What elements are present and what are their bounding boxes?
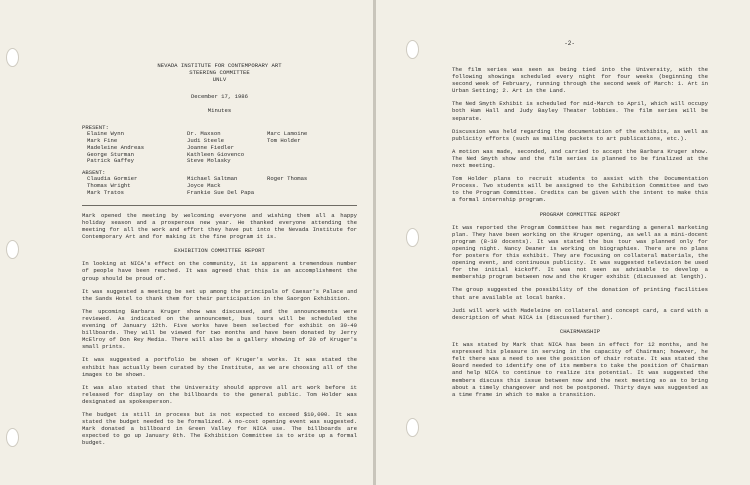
- exhibition-heading: EXHIBITION COMMITTEE REPORT: [174, 247, 265, 255]
- page-2: [376, 0, 750, 485]
- present-label: PRESENT:: [82, 124, 109, 132]
- university-name: UNLV: [212, 76, 227, 84]
- binder-hole: [6, 240, 19, 259]
- attendee-name: Marc Lamoine: [267, 130, 308, 138]
- letterhead: [82, 62, 357, 84]
- page-number: -2-: [564, 40, 575, 47]
- attendee-name: Roger Thomas: [267, 175, 308, 183]
- report-paragraph: The Ned Smyth Exhibit is scheduled for mid-March to April, which will occupy both Ham Hall and Judy Bayley Theater lobbies. The film series will be separate.: [452, 100, 708, 122]
- report-paragraph: A motion was made, seconded, and carried to accept the Barbara Kruger show. The Ned Smyth show and the film series is planned to be finalized at the next meeting.: [452, 147, 708, 170]
- attendee-name: Kathleen Giovenco: [187, 150, 245, 158]
- attendee-name: [267, 190, 337, 197]
- binder-hole: [406, 40, 419, 59]
- absent-label: ABSENT:: [82, 169, 106, 177]
- attendee-name: Dr. Maxson: [187, 130, 221, 138]
- report-paragraph: The film series was seen as being tied into the University, with the following showings scheduled every night for four weeks (beginning the second week of February, running through the second week of March: 1. Art in Urban Setting; 2. Art in the Land.: [452, 66, 708, 95]
- exhibition-paragraph: It was also stated that the University should approve all art work before it released for display on the billboards to the general public. Tom Holder was designated as spokesperson.: [82, 383, 357, 405]
- page-1: [0, 0, 373, 485]
- binder-hole: [406, 418, 419, 437]
- org-name: NEVADA INSTITUTE FOR CONTEMPORARY ART: [157, 62, 282, 69]
- attendee-name: [267, 158, 337, 165]
- attendee-name: Joanne Fiedler: [187, 143, 234, 151]
- program-paragraph: It was reported the Program Committee has met regarding a general marketing plan. They have been working on the Kruger opening, as well as a mini-docent program (8-10 docents). It was stated the bus tour was planned only for opening night. Nancy Deaner is working on biographies. There are no plans for posters for this exhibit. They are focusing on collateral materials, the opening event, and continuous publicity. It was suggested television be used for the initial kickoff. It was not seen as advisable to develop a membership program between now and the Kruger exhibit (discussed at length).: [452, 223, 708, 281]
- exhibition-paragraph: The upcoming Barbara Kruger show was discussed, and the announcements were reviewed. As indicated on the announcemet, bus tours will be scheduled the evening of January 12th. Five works have been selected for exhibit on 30-40 billboards. They will be viewed for two months and have been donated by Jerry McElroy of Don Rey Media. There will also be a gallery showing of 20 of Kruger's small prints.: [82, 307, 357, 351]
- attendee-name: [267, 145, 337, 152]
- attendee-name: Mark Fine: [87, 137, 118, 145]
- opening-paragraph: Mark opened the meeting by welcoming everyone and wishing them all a happy holiday season and a prosperous new year. He thanked everyone attending the meeting for all the work and effort they have put into the Nevada Institute for Contemporary Art and for making it the fine program it is.: [82, 211, 357, 241]
- attendee-name: Madeleine Andreas: [87, 143, 145, 151]
- committee-name: STEERING COMMITTEE: [189, 69, 250, 77]
- attendee-name: Mark Tratos: [87, 189, 124, 196]
- binder-hole: [6, 48, 19, 67]
- absent-list: [82, 176, 361, 196]
- present-list: [82, 131, 361, 165]
- attendee-name: Tom Holder: [267, 137, 301, 145]
- report-paragraph: Discussion was held regarding the documentation of the exhibits, as well as publicity efforts (such as mailing packets to art publications, etc.).: [452, 127, 708, 142]
- attendee-name: Joyce Mack: [187, 182, 221, 190]
- chairmanship-heading: CHAIRMANSHIP: [559, 327, 601, 335]
- film-and-exhibits-section: [452, 66, 708, 204]
- program-paragraph: Judi will work with Madeleine on collateral and concept card, a card with a description of what NICA is (discussed further).: [452, 306, 708, 321]
- minutes-title: Minutes: [207, 106, 232, 114]
- attendee-name: [267, 183, 337, 190]
- attendee-name: Judi Steele: [187, 137, 224, 145]
- exhibition-paragraph: It was suggested a portfolio be shown of Kruger's works. It was stated the exhibit has actually been curated by the Institute, as we are choosing all of the images to be shown.: [82, 356, 357, 378]
- program-section: [452, 224, 708, 321]
- exhibition-paragraph: It was suggested a meeting be set up among the principals of Caesar's Palace and the Sands Hotel to thank them for their participation in the Saorgon Exhibition.: [82, 287, 357, 302]
- attendee-name: Claudia Gormier: [87, 175, 138, 183]
- exhibition-section: [82, 260, 357, 446]
- attendee-name: [267, 152, 337, 159]
- exhibition-paragraph: In looking at NICA's effect on the community, it is apparent a tremendous number of people have been reached. It was agreed that this is an accomplishment the group should be proud of.: [82, 260, 357, 282]
- report-paragraph: Tom Holder plans to recruit students to assist with the Documentation Process. Two students will be assigned to the Exhibition Committee and two to the Program Committee. Credits can be given with the intent to make this a formal internship program.: [452, 175, 708, 204]
- attendee-name: Patrick Gaffey: [87, 157, 134, 165]
- attendee-name: Michael Saltman: [187, 175, 238, 183]
- attendee-name: George Sturman: [87, 150, 134, 158]
- program-paragraph: The group suggested the possibility of the donation of printing facilities that are available at local banks.: [452, 286, 708, 301]
- binder-hole: [406, 228, 419, 247]
- attendee-name: Thomas Wright: [87, 182, 131, 190]
- chairmanship-paragraph: It was stated by Mark that NICA has been in effect for 12 months, and he expressed his pleasure in serving in the capacity of Chairman; however, he felt there was a need to see the position of chair rotate. It was stated the Board needed to identify one of its members to take the position of Chairman and help NICA to continue to realize its potential. It was suggested the members discuss this issue between now and the next meeting so as to bring about a timely changeover and not be postponed. Thirty days was suggested as a time frame in which to make a transition.: [452, 341, 708, 398]
- attendee-name: Frankie Sue Del Papa: [187, 189, 255, 196]
- divider: [82, 205, 357, 206]
- exhibition-paragraph: The budget is still in process but is not expected to exceed $10,000. It was stated the budget needed to be formalized. A no-cost opening event was suggested. Mark donated a billboard in Green Valley for NICA use. The billboards are expected to go up January 8th. The Exhibition Committee is to write up a formal budget.: [82, 410, 357, 447]
- program-heading: PROGRAM COMMITTEE REPORT: [539, 210, 621, 218]
- meeting-date: December 17, 1986: [190, 92, 249, 100]
- binder-hole: [6, 428, 19, 447]
- attendee-name: Elaine Wynn: [87, 130, 124, 138]
- attendee-name: Steve Molasky: [187, 157, 231, 165]
